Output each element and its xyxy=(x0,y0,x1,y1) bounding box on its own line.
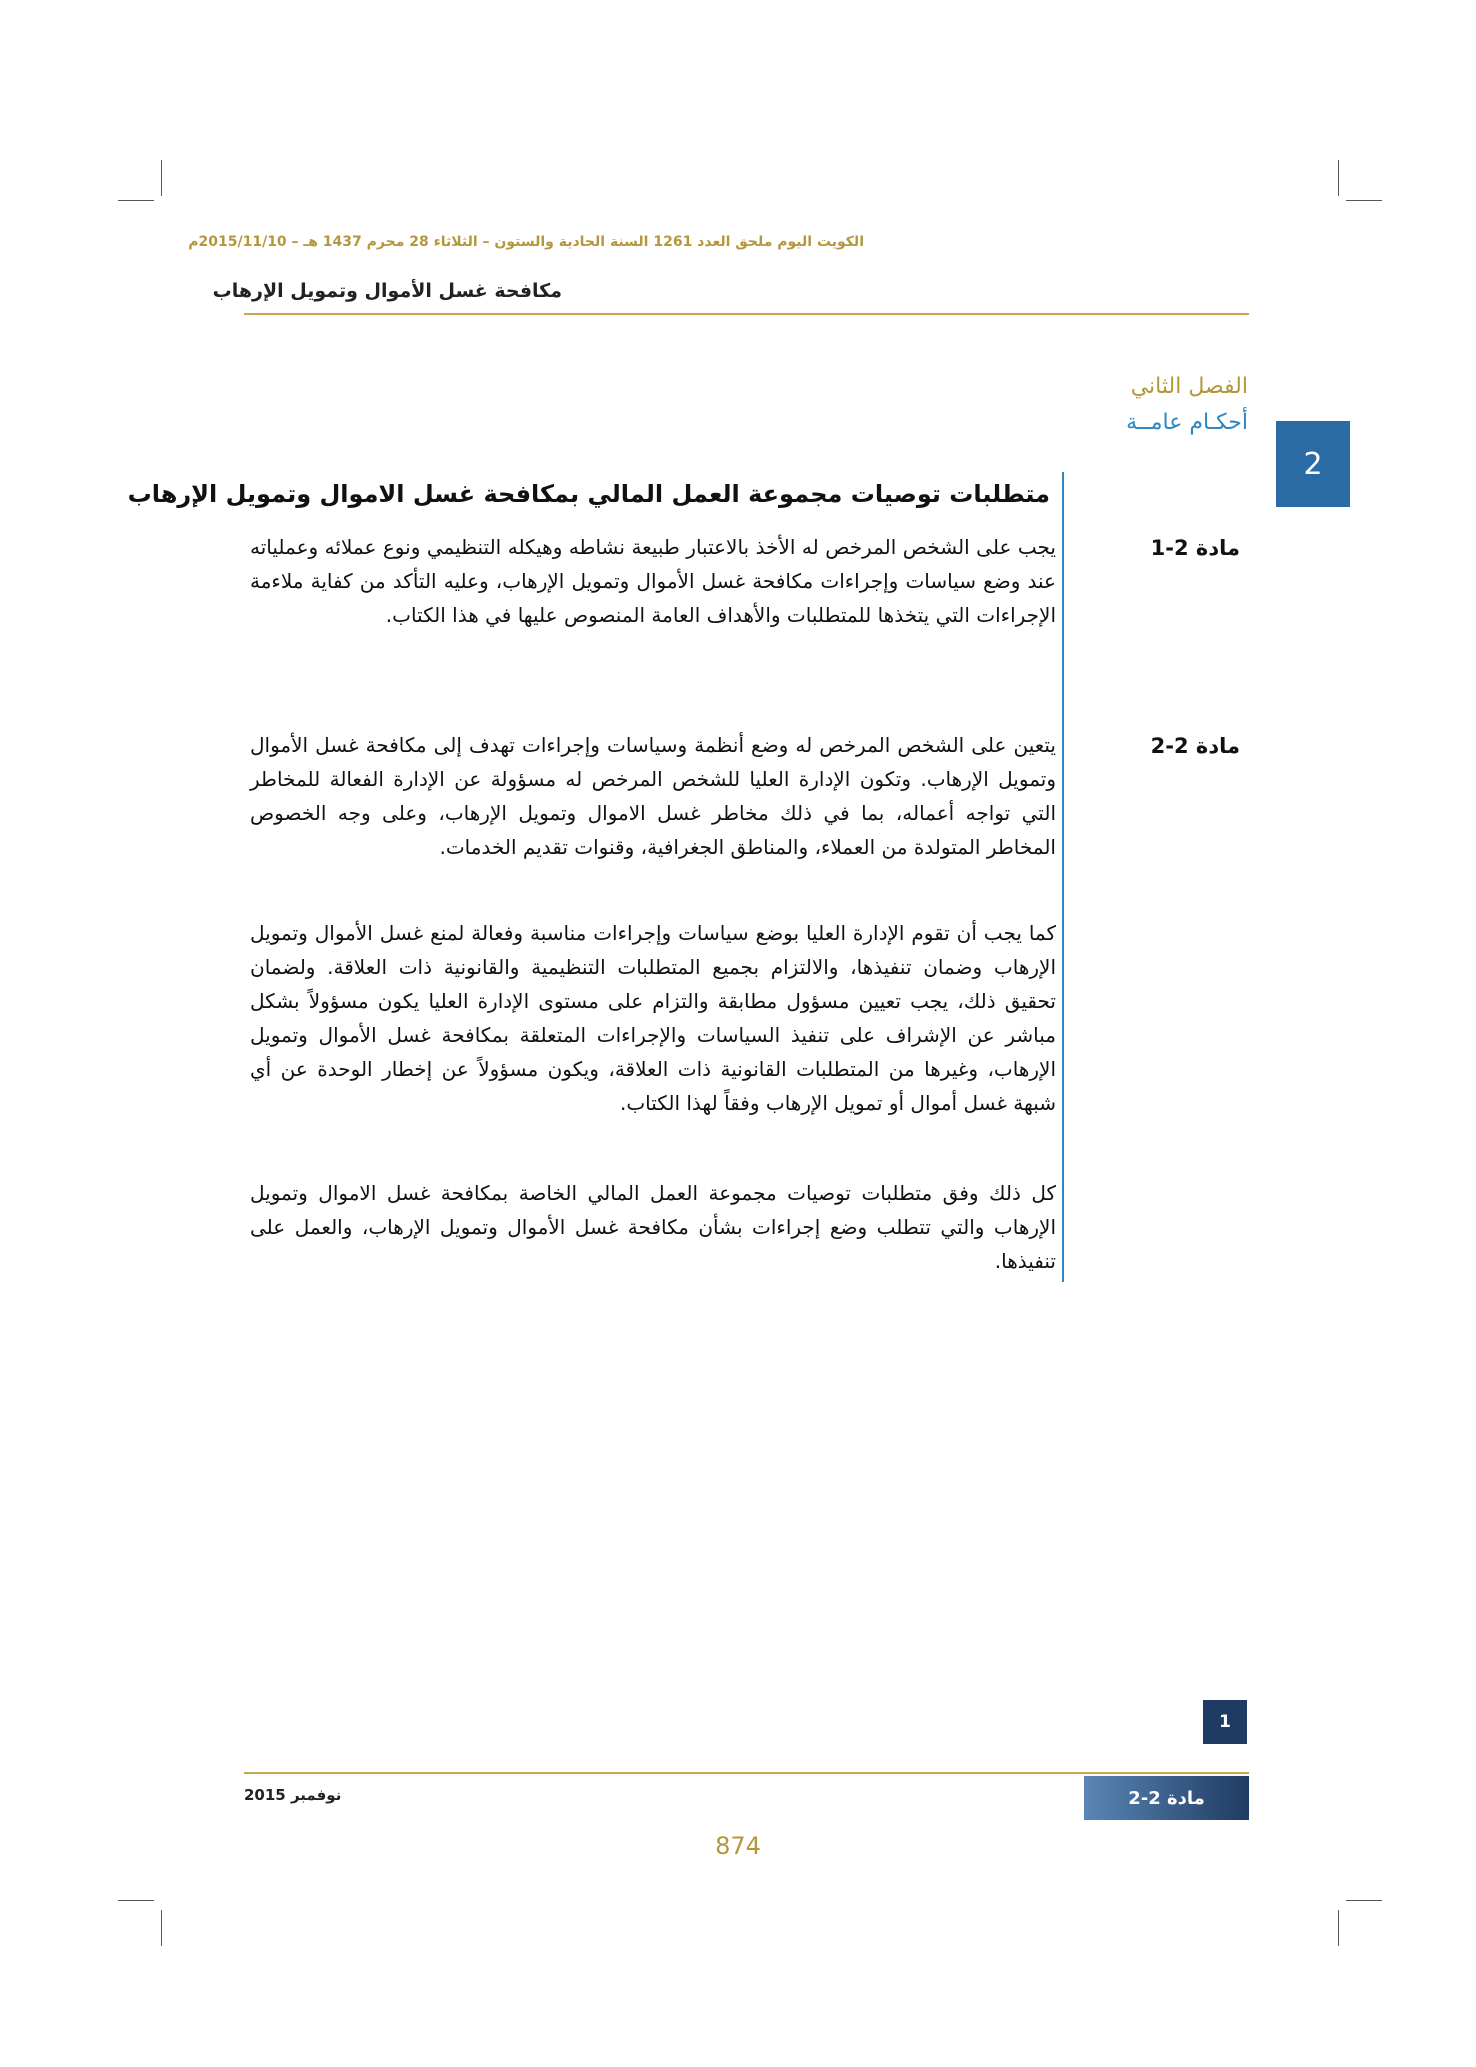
crop-mark xyxy=(1346,200,1382,201)
footer-date: نوفمبر 2015 xyxy=(244,1786,342,1804)
page-badge: 1 xyxy=(1203,1700,1247,1744)
footer-divider xyxy=(244,1772,1249,1774)
page-number: 874 xyxy=(715,1832,761,1860)
crop-mark xyxy=(1338,1910,1339,1946)
crop-mark xyxy=(1346,1900,1382,1901)
chapter-title: الفصل الثاني xyxy=(1130,374,1248,399)
footer-article-tab: مادة 2-2 xyxy=(1084,1776,1249,1820)
crop-mark xyxy=(118,1900,154,1901)
article-label: مادة 2-2 xyxy=(1150,734,1240,758)
chapter-tab: 2 xyxy=(1276,421,1350,507)
header-divider xyxy=(244,313,1249,315)
issue-line: الكويت اليوم ملحق العدد 1261 السنة الحادية والستون – الثلاثاء 28 محرم 1437 هـ – 2015/11/10م xyxy=(188,234,864,250)
crop-mark xyxy=(161,160,162,196)
article-paragraph: يجب على الشخص المرخص له الأخذ بالاعتبار طبيعة نشاطه وهيكله التنظيمي ونوع عملائه وعملياته عند وضع سياسات وإجراءات مكافحة غسل الأموال وتمويل الإرهاب، وعليه التأكد من كفاية ملاءمة الإجراءات التي يتخذها للمتطلبات والأهداف العامة المنصوص عليها في هذا الكتاب. xyxy=(250,535,1056,627)
article-paragraph: يتعين على الشخص المرخص له وضع أنظمة وسياسات وإجراءات تهدف إلى مكافحة غسل الأموال وتمويل الإرهاب. وتكون الإدارة العليا للشخص المرخص له مسؤولة عن الإدارة الفعالة للمخاطر التي تواجه أعماله، بما في ذلك مخاطر غسل الاموال وتمويل الإرهاب، وعلى وجه الخصوص المخاطر المتولدة من العملاء، والمناطق الجغرافية، وقنوات تقديم الخدمات. xyxy=(250,733,1056,859)
section-title: متطلبات توصيات مجموعة العمل المالي بمكافحة غسل الاموال وتمويل الإرهاب xyxy=(127,480,1050,508)
content-side-bar xyxy=(1062,472,1064,1282)
crop-mark xyxy=(161,1910,162,1946)
chapter-subtitle: أحكـام عامــة xyxy=(1126,410,1248,435)
running-header-title: مكافحة غسل الأموال وتمويل الإرهاب xyxy=(212,280,562,302)
article-paragraph: كل ذلك وفق متطلبات توصيات مجموعة العمل المالي الخاصة بمكافحة غسل الاموال وتمويل الإرهاب والتي تتطلب وضع إجراءات بشأن مكافحة غسل الأموال وتمويل الإرهاب، والعمل على تنفيذها. xyxy=(250,1181,1056,1273)
crop-mark xyxy=(118,200,154,201)
crop-mark xyxy=(1338,160,1339,196)
article-paragraph: كما يجب أن تقوم الإدارة العليا بوضع سياسات وإجراءات مناسبة وفعالة لمنع غسل الأموال وتمويل الإرهاب وضمان تنفيذها، والالتزام بجميع المتطلبات التنظيمية والقانونية ذات العلاقة. ولضمان تحقيق ذلك، يجب تعيين مسؤول مطابقة والتزام على مستوى الإدارة العليا يكون مسؤولاً بشكل مباشر عن الإشراف على تنفيذ السياسات والإجراءات المتعلقة بمكافحة غسل الأموال وتمويل الإرهاب، وغيرها من المتطلبات القانونية ذات العلاقة، ويكون مسؤولاً عن إخطار الوحدة عن أي شبهة غسل أموال أو تمويل الإرهاب وفقاً لهذا الكتاب. xyxy=(250,921,1056,1115)
article-label: مادة 2-1 xyxy=(1150,536,1240,560)
